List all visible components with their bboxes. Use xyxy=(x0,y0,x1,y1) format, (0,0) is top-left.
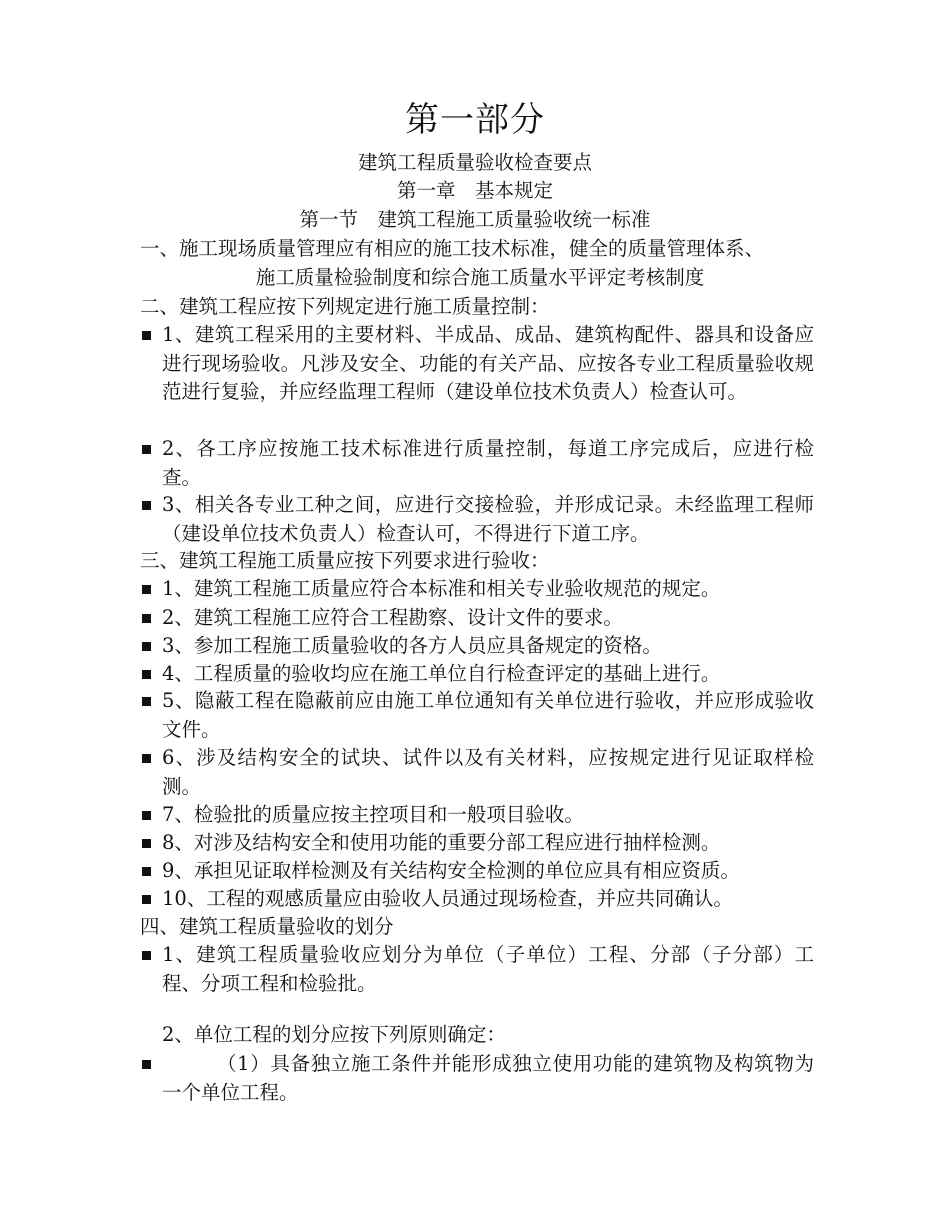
list-item-text: （1）具备独立施工条件并能形成独立使用功能的建筑物及构筑物为一个单位工程。 xyxy=(162,1052,814,1104)
list-item xyxy=(142,321,814,407)
list-item xyxy=(142,660,814,689)
list-item xyxy=(142,744,814,801)
list-item-text: 2、单位工程的划分应按下列原则确定： xyxy=(162,1023,506,1046)
bullet-square-icon xyxy=(142,614,151,623)
page-title: 第一部分 xyxy=(405,100,545,140)
section-1-heading: 一、施工现场质量管理应有相应的施工技术标准，健全的质量管理体系、 xyxy=(140,237,765,260)
chapter-heading: 第一章 基本规定 xyxy=(396,179,553,202)
bullet-square-icon xyxy=(142,1060,151,1069)
section-4-heading: 四、建筑工程质量验收的划分 xyxy=(140,915,394,938)
list-item xyxy=(142,829,814,858)
bullet-square-icon xyxy=(142,642,151,651)
list-item xyxy=(142,801,814,830)
list-item xyxy=(142,575,814,604)
list-item-text: 8、对涉及结构安全和使用功能的重要分部工程应进行抽样检测。 xyxy=(162,831,721,854)
bullet-square-icon xyxy=(142,811,151,820)
list-item xyxy=(142,604,814,633)
section-heading: 第一节 建筑工程施工质量验收统一标准 xyxy=(299,208,651,231)
list-item-text: 3、相关各专业工种之间，应进行交接检验，并形成记录。未经监理工程师（建设单位技术负责人）检查认可，不得进行下道工序。 xyxy=(162,493,814,545)
list-item-text: 1、建筑工程质量验收应划分为单位（子单位）工程、分部（子分部）工程、分项工程和检验批。 xyxy=(162,943,814,995)
bullet-square-icon xyxy=(142,951,151,960)
section-2-heading: 二、建筑工程应按下列规定进行施工质量控制： xyxy=(140,295,550,318)
list-item-text: 1、建筑工程采用的主要材料、半成品、成品、建筑构配件、器具和设备应进行现场验收。凡涉及安全、功能的有关产品、应按各专业工程质量验收规范进行复验，并应经监理工程师（建设单位技术负责人）检查认可。 xyxy=(162,323,814,403)
list-item-text: 9、承担见证取样检测及有关结构安全检测的单位应具有相应资质。 xyxy=(162,859,740,882)
list-item xyxy=(142,687,814,744)
list-item-text: 4、工程质量的验收均应在施工单位自行检查评定的基础上进行。 xyxy=(162,662,721,685)
list-item-text: 5、隐蔽工程在隐蔽前应由施工单位通知有关单位进行验收，并应形成验收文件。 xyxy=(162,689,814,741)
list-item xyxy=(142,941,814,998)
bullet-square-icon xyxy=(142,754,151,763)
list-item xyxy=(142,435,814,492)
list-item-text: 1、建筑工程施工质量应符合本标准和相关专业验收规范的规定。 xyxy=(162,577,721,600)
list-item-text: 2、建筑工程施工应符合工程勘察、设计文件的要求。 xyxy=(162,606,623,629)
list-item-text: 7、检验批的质量应按主控项目和一般项目验收。 xyxy=(162,803,584,826)
document-subtitle: 建筑工程质量验收检查要点 xyxy=(357,151,592,174)
list-item-text: 3、参加工程施工质量验收的各方人员应具备规定的资格。 xyxy=(162,634,662,657)
bullet-square-icon xyxy=(142,839,151,848)
list-item-text: 6、涉及结构安全的试块、试件以及有关材料，应按规定进行见证取样检测。 xyxy=(162,746,814,798)
list-item-text: 10、工程的观感质量应由验收人员通过现场检查，并应共同确认。 xyxy=(162,887,733,910)
list-item xyxy=(142,885,814,914)
list-item xyxy=(142,632,814,661)
bullet-square-icon xyxy=(142,697,151,706)
bullet-square-icon xyxy=(142,895,151,904)
bullet-square-icon xyxy=(142,585,151,594)
bullet-square-icon xyxy=(142,501,151,510)
list-item xyxy=(142,857,814,886)
list-item-text: 2、各工序应按施工技术标准进行质量控制，每道工序完成后，应进行检查。 xyxy=(162,437,814,489)
bullet-square-icon xyxy=(142,670,151,679)
bullet-square-icon xyxy=(142,867,151,876)
list-item xyxy=(142,1050,814,1107)
bullet-square-icon xyxy=(142,331,151,340)
section-3-heading: 三、建筑工程施工质量应按下列要求进行验收： xyxy=(140,549,550,572)
list-item xyxy=(142,491,814,548)
section-1-heading-cont: 施工质量检验制度和综合施工质量水平评定考核制度 xyxy=(255,266,705,289)
bullet-square-icon xyxy=(142,445,151,454)
